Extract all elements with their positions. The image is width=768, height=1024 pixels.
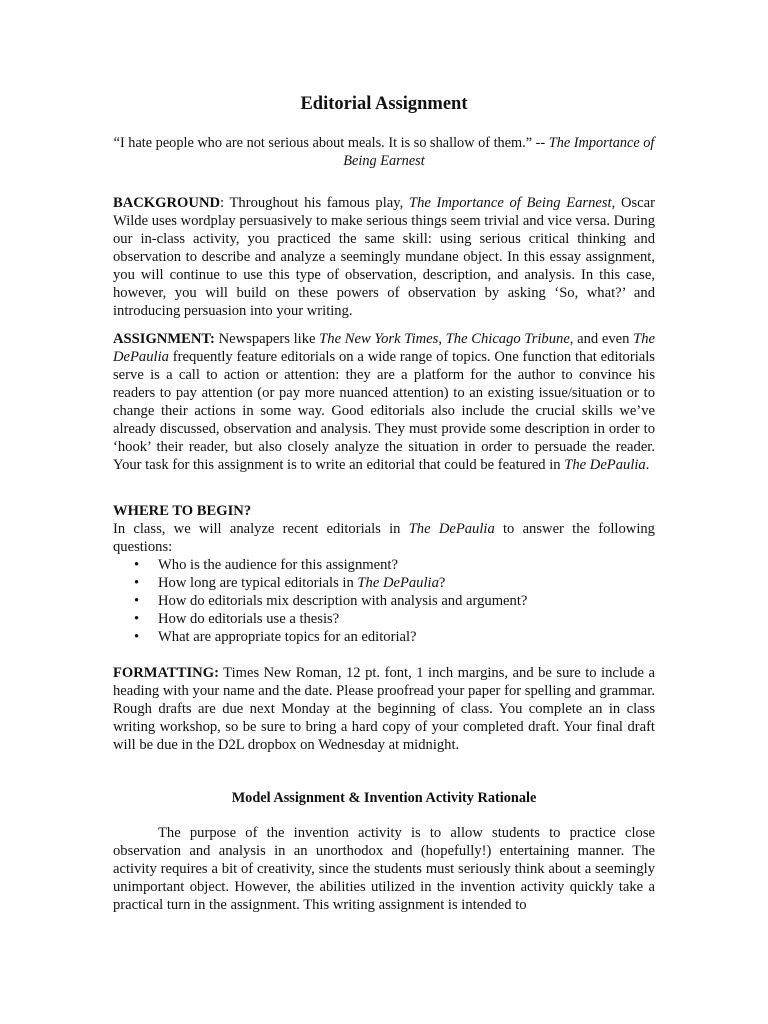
- where-to-begin-section: [113, 502, 655, 646]
- newspaper-depaulia: The DePaulia: [113, 331, 655, 365]
- where-text-1: In class, we will analyze recent editorials in: [113, 521, 409, 537]
- background-colon: :: [220, 195, 225, 211]
- newspaper-tribune: The Chicago Tribune: [445, 331, 570, 347]
- epigraph-text: “I hate people who are not serious about meals. It is so shallow of them.” --: [113, 135, 549, 151]
- q2-text: How long are typical editorials in: [158, 575, 358, 591]
- where-paper: The DePaulia: [408, 521, 495, 537]
- assignment-paragraph: [113, 330, 655, 474]
- play-title: The Importance of Being Earnest: [408, 195, 612, 211]
- list-item: • How do editorials use a thesis?: [113, 610, 655, 628]
- formatting-heading: FORMATTING:: [113, 665, 219, 681]
- newspaper-depaulia-2: The DePaulia: [564, 457, 646, 473]
- assignment-heading: ASSIGNMENT:: [113, 331, 215, 347]
- formatting-paragraph: [113, 664, 655, 754]
- q2-end: ?: [438, 575, 446, 591]
- document-title: Editorial Assignment: [300, 94, 468, 114]
- list-item: • What are appropriate topics for an editorial?: [113, 628, 655, 646]
- epigraph: [113, 134, 655, 170]
- assignment-text-3: frequently feature editorials on a wide range of topics. One function that editorials serve is a call to action or attention: they are a platform for the author to convince his readers to pay attention (or pay more nuanced attention) to an existing issue/situation or to change their actions in some way. Good editorials also include the crucial skills we’ve already discussed, observation and analysis. They must provide some description in order to ‘hook’ their reader, but also closely analyze the situation in order to persuade the reader. Your task for this assignment is to write an editorial that could be featured in: [113, 349, 655, 473]
- assignment-sep: ,: [438, 331, 446, 347]
- list-item: [113, 574, 655, 592]
- assignment-text-1: Newspapers like: [214, 331, 320, 347]
- newspaper-nyt: The New York Times: [319, 331, 439, 347]
- where-heading: WHERE TO BEGIN?: [113, 503, 252, 519]
- q2-paper: The DePaulia: [357, 575, 439, 591]
- background-heading: BACKGROUND: [113, 195, 221, 211]
- background-paragraph: [113, 194, 655, 320]
- background-text-2: , Oscar Wilde uses wordplay persuasively to make serious things seem trivial and vice versa. During our in-class activity, you practiced the same skill: using serious critical thinking and observation to describe and analyze a seemingly mundane object. In this essay assignment, you will continue to use this type of observation, description, and analysis. In this case, however, you will build on these powers of observation by asking ‘So, what?’ and introducing persuasion into your writing.: [113, 195, 655, 319]
- epigraph-source: The Importance of Being Earnest: [343, 135, 655, 169]
- where-text-2: to answer the following questions:: [113, 521, 655, 555]
- list-item: • How do editorials mix description with analysis and argument?: [113, 592, 655, 610]
- rationale-paragraph: The purpose of the invention activity is to allow students to practice close observation and analysis in an unorthodox and (hopefully!) entertaining manner. The activity requires a bit of creativity, since the students must seriously think about a seemingly unimportant object. However, the abilities utilized in the invention activity quickly take a practical turn in the assignment. This writing assignment is intended to: [113, 825, 655, 913]
- where-text: [113, 520, 655, 556]
- questions-list: [113, 556, 655, 646]
- list-item: • Who is the audience for this assignment?: [113, 556, 655, 574]
- background-text-1: Throughout his famous play,: [224, 195, 409, 211]
- assignment-end: .: [645, 457, 650, 473]
- formatting-text: Times New Roman, 12 pt. font, 1 inch margins, and be sure to include a heading with your name and the date. Please proofread your paper for spelling and grammar. Rough drafts are due next Monday at the beginning of class. You complete an in class writing workshop, so be sure to bring a hard copy of your completed draft. Your final draft will be due in the D2L dropbox on Wednesday at midnight.: [113, 665, 655, 753]
- assignment-text-2: , and even: [569, 331, 634, 347]
- rationale-heading: Model Assignment & Invention Activity Rationale: [231, 790, 537, 806]
